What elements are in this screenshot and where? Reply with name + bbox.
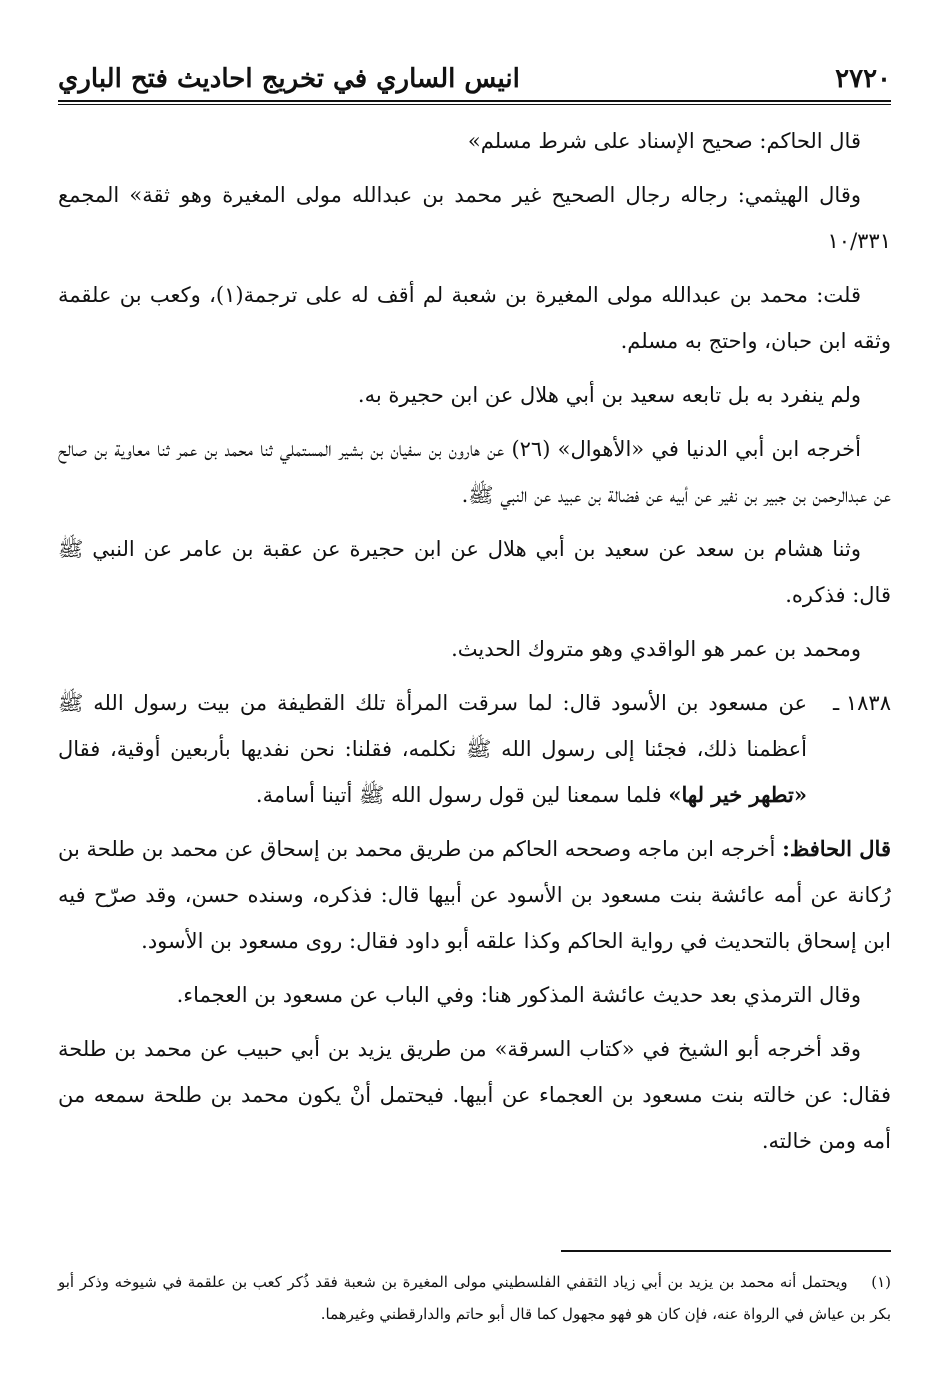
main-text [58,118,891,1172]
footnote [58,1266,891,1330]
page-header [58,52,891,102]
paragraph: وقال الهيثمي: رجاله رجال الصحيح غير محمد بن عبدالله مولى المغيرة وهو ثقة» المجمع ١٠/٣٣١ [58,183,891,253]
footnote-separator [561,1250,891,1252]
footnote-text: ويحتمل أنه محمد بن يزيد بن أبي زياد الثقفي الفلسطيني مولى المغيرة بن شعبة فقد ذُكر كعب بن علقمة في شيوخه وذكر أبو بكر بن عياش في الرواة عنه، فإن كان هو فهو مجهول كما قال أبو حاتم والدارقطني وغيرهما. [58,1273,891,1323]
running-title: انيس الساري في تخريج احاديث فتح الباري [58,64,520,94]
hadith-entry [58,680,891,818]
hafiz-label: قال الحافظ: [782,836,891,861]
paragraph: ولم ينفرد به بل تابعه سعيد بن أبي هلال عن ابن حجيرة به. [357,383,861,407]
paragraph: قلت: محمد بن عبدالله مولى المغيرة بن شعبة لم أقف له على ترجمة(١)، وكعب بن علقمة وثقه ابن حبان، واحتج به مسلم. [58,283,891,353]
hadith-quote: «تطهر خير لها» [668,782,807,807]
header-rule [58,104,891,105]
paragraph: وقد أخرجه أبو الشيخ في «كتاب السرقة» من طريق يزيد بن أبي حبيب عن محمد بن طلحة فقال: عن خالته بنت مسعود بن العجماء عن أبيها. فيحتمل أنْ يكون محمد بن طلحة سمعه من أمه ومن خالته. [58,1037,891,1153]
hadith-text-end: فلما سمعنا لين قول رسول الله ﷺ أتينا أسامة. [255,783,662,807]
hafiz-text: أخرجه ابن ماجه وصححه الحاكم من طريق محمد بن إسحاق عن محمد بن طلحة بن رُكانة عن أمه عائشة بنت مسعود بن الأسود عن أبيها قال: فذكره، وسنده حسن، وقد صرّح فيه ابن إسحاق بالتحديث في رواية الحاكم وكذا علقه أبو داود فقال: روى مسعود بن الأسود. [58,837,891,953]
paragraph: وقال الترمذي بعد حديث عائشة المذكور هنا: وفي الباب عن مسعود بن العجماء. [176,983,861,1007]
paragraph: قال الحاكم: صحيح الإسناد على شرط مسلم» [467,129,861,153]
hadith-number: ١٨٣٨ ـ [833,691,891,715]
paragraph: أخرجه ابن أبي الدنيا في «الأهوال» (٢٦) عن هارون بن سفيان بن بشير المستملي ثنا محمد بن عمر ثنا معاوية بن صالح عن عبدالرحمن بن جبير بن نفير عن أبيه عن فضالة بن عبيد عن النبي ﷺ. [58,437,891,507]
paragraph: ومحمد بن عمر هو الواقدي وهو متروك الحديث. [451,637,861,661]
footnote-number: (١) [871,1273,891,1291]
paragraph: وثنا هشام بن سعد عن سعيد بن أبي هلال عن ابن حجيرة عن عقبة بن عامر عن النبي ﷺ قال: فذكره. [58,537,891,607]
hadith-text: عن مسعود بن الأسود قال: لما سرقت المرأة تلك القطيفة من بيت رسول الله ﷺ أعظمنا ذلك، فجئنا إلى رسول الله ﷺ نكلمه، فقلنا: نحن نفديها بأربعين أوقية، فقال [58,691,807,761]
hafiz-paragraph [58,826,891,964]
page-number: ٢٧٢٠ [835,64,891,94]
